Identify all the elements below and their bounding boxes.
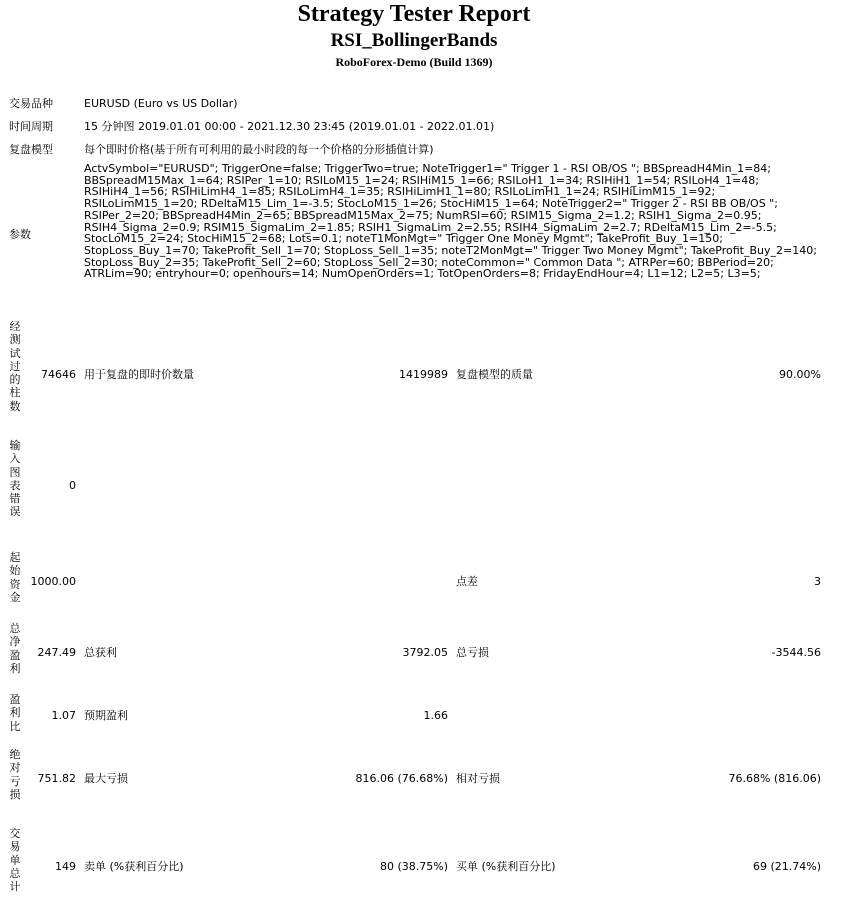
params-label: 参数 bbox=[9, 228, 31, 241]
gross-loss-value: -3544.56 bbox=[771, 646, 821, 659]
bars-label: 经测试过的柱数 bbox=[9, 320, 21, 413]
errors-value: 0 bbox=[69, 479, 76, 492]
expected-payoff-label: 预期盈利 bbox=[84, 709, 128, 722]
profit-factor-label: 盈利比 bbox=[9, 693, 21, 733]
server-build: RoboForex-Demo (Build 1369) bbox=[335, 55, 493, 69]
errors-label: 输入图表错误 bbox=[9, 439, 21, 519]
relative-drawdown-value: 76.68% (816.06) bbox=[728, 772, 821, 785]
relative-drawdown-label: 相对亏损 bbox=[456, 772, 500, 785]
deposit-label: 起始资金 bbox=[9, 551, 21, 604]
bars-value: 74646 bbox=[41, 368, 76, 381]
model-value: 每个即时价格(基于所有可利用的最小时段的每一个价格的分形插值计算) bbox=[84, 143, 434, 156]
maximal-drawdown-label: 最大亏损 bbox=[84, 772, 128, 785]
period-label: 时间周期 bbox=[9, 120, 53, 133]
quality-label: 复盘模型的质量 bbox=[456, 368, 533, 381]
deposit-value: 1000.00 bbox=[30, 575, 76, 588]
ticks-label: 用于复盘的即时价数量 bbox=[84, 368, 194, 381]
total-trades-label: 交易单总计 bbox=[9, 827, 21, 894]
short-positions-value: 80 (38.75%) bbox=[379, 860, 448, 873]
symbol-label: 交易品种 bbox=[9, 97, 53, 110]
maximal-drawdown-value: 816.06 (76.68%) bbox=[355, 772, 448, 785]
model-label: 复盘模型 bbox=[9, 143, 53, 156]
spread-label: 点差 bbox=[456, 575, 478, 588]
expected-payoff-value: 1.66 bbox=[423, 709, 448, 722]
short-positions-label: 卖单 (%获利百分比) bbox=[84, 860, 184, 873]
period-value: 15 分钟图 2019.01.01 00:00 - 2021.12.30 23:45 (2019.01.01 - 2022.01.01) bbox=[84, 120, 495, 133]
gross-loss-label: 总亏损 bbox=[456, 646, 489, 659]
gross-profit-value: 3792.05 bbox=[402, 646, 448, 659]
profit-factor-value: 1.07 bbox=[51, 709, 76, 722]
spread-value: 3 bbox=[814, 575, 821, 588]
report-title: Strategy Tester Report bbox=[297, 1, 531, 27]
total-trades-value: 149 bbox=[55, 860, 76, 873]
absolute-drawdown-value: 751.82 bbox=[37, 772, 76, 785]
net-profit-label: 总净盈利 bbox=[9, 622, 21, 675]
params-value: ActvSymbol="EURUSD"; TriggerOne=false; TriggerTwo=true; NoteTrigger1=" Trigger 1 - RSI OB/OS "; BBSpreadH4Min_1=84; BBSpreadM15Max_1=64; RSIPer_1=10; RSILoM15_1=24; RSIHiM15_1=66; RSILoH1_1=34; RSIHiH1_1=54; RSILoH4_1=48; RSIHiH4_1=56; RSIHiLimH4_1=85; RSILoLimH4_1=35; RSIHiLimH1_1=80; RSILoLimH1_1=24; RSIHiLimM15_1=92; RSILoLimM15_1=20; RDeltaM15_Lim_1=-3.5; StocLoM15_1=26; StocHiM15_1=64; NoteTrigger2=" Trigger 2 - RSI BB OB/OS "; RSIPer_2=20; BBSpreadH4Min_2=65; BBSpreadM15Max_2=75; NumRSI=60; RSIM15_Sigma_2=1.2; RSIH1_Sigma_2=0.95; RSIH4_Sigma_2=0.9; RSIM15_SigmaLim_2=1.85; RSIH1_SigmaLim_2=2.55; RSIH4_SigmaLim_2=2.7; RDeltaM15_Lim_2=-5.5; StocLoM15_2=24; StocHiM15_2=68; Lots=0.1; noteT1MonMgt=" Trigger One Money Mgmt"; TakeProfit_Buy_1=150; StopLoss_Buy_1=70; TakeProfit_Sell_1=70; StopLoss_Sell_1=35; noteT2MonMgt=" Trigger Two Money Mgmt"; TakeProfit_Buy_2=140; StopLoss_Buy_2=35; TakeProfit_Sell_2=60; StopLoss_Sell_2=30; noteCommon=" Common Data "; ATRPer=60; BBPeriod=20; ATRLim=90; entryhour=0; openhours=14; NumOpenOrders=1; TotOpenOrders=8; FridayEndHour=4; L1=12; L2=5; L3=5; bbox=[84, 162, 817, 281]
long-positions-value: 69 (21.74%) bbox=[752, 860, 821, 873]
absolute-drawdown-label: 绝对亏损 bbox=[9, 748, 21, 801]
symbol-value: EURUSD (Euro vs US Dollar) bbox=[84, 97, 238, 110]
expert-name: RSI_BollingerBands bbox=[330, 30, 498, 51]
long-positions-label: 买单 (%获利百分比) bbox=[456, 860, 556, 873]
net-profit-value: 247.49 bbox=[37, 646, 76, 659]
gross-profit-label: 总获利 bbox=[84, 646, 117, 659]
ticks-value: 1419989 bbox=[399, 368, 448, 381]
quality-value: 90.00% bbox=[779, 368, 821, 381]
